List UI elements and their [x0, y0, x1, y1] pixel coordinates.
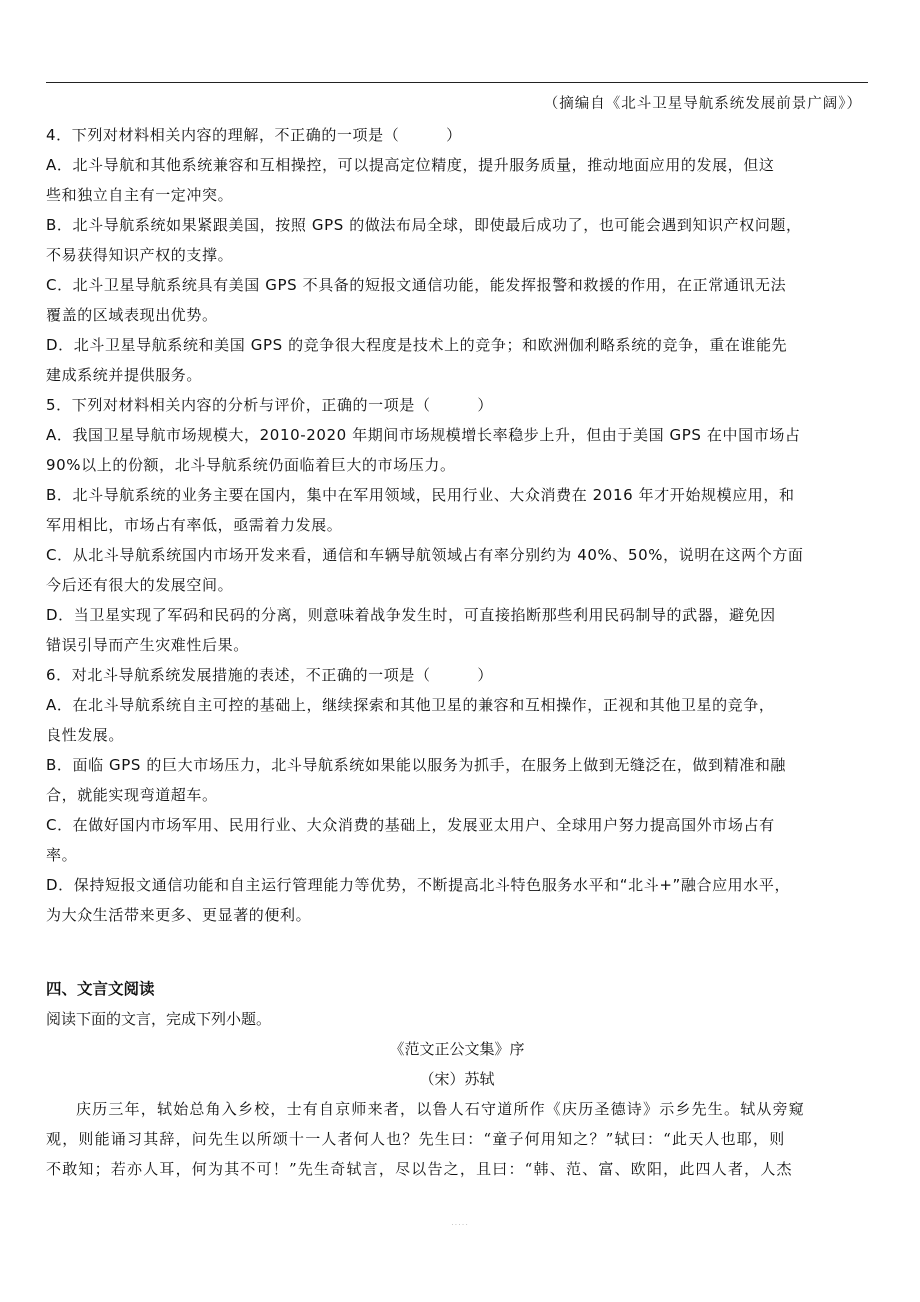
text-line: 不敢知；若亦人耳，何为其不可！”先生奇轼言，尽以告之，且曰：“韩、范、富、欧阳，此四人者，人杰	[46, 1160, 793, 1178]
text-line: 良性发展。	[46, 726, 125, 744]
text-line: 军用相比，市场占有率低，亟需着力发展。	[46, 516, 343, 534]
text-line: D．北斗卫星导航系统和美国 GPS 的竞争很大程度是技术上的竞争；和欧洲伽利略系统的竞争，重在谁能先	[46, 336, 788, 354]
text-line: B．北斗导航系统的业务主要在国内，集中在军用领域，民用行业、大众消费在 2016 年才开始规模应用，和	[46, 486, 795, 504]
text-line: 四、文言文阅读	[46, 980, 155, 998]
text-line: 阅读下面的文言，完成下列小题。	[46, 1010, 272, 1028]
text-line: B．面临 GPS 的巨大市场压力，北斗导航系统如果能以服务为抓手，在服务上做到无缝泛在，做到精准和融	[46, 756, 787, 774]
text-line: 覆盖的区域表现出优势。	[46, 306, 218, 324]
text-line: 庆历三年，轼始总角入乡校，士有自京师来者，以鲁人石守道所作《庆历圣德诗》示乡先生。轼从旁窥	[76, 1100, 806, 1118]
text-line: 今后还有很大的发展空间。	[46, 576, 234, 594]
header-rule	[46, 82, 868, 83]
text-line: C．北斗卫星导航系统具有美国 GPS 不具备的短报文通信功能，能发挥报警和救援的作用，在正常通讯无法	[46, 276, 787, 294]
text-line: D．当卫星实现了军码和民码的分离，则意味着战争发生时，可直接掐断那些利用民码制导的武器，避免因	[46, 606, 776, 624]
text-line: 建成系统并提供服务。	[46, 366, 203, 384]
text-line: 《范文正公文集》序	[389, 1040, 525, 1058]
text-line: A．北斗导航和其他系统兼容和互相操控，可以提高定位精度，提升服务质量，推动地面应用的发展，但这	[46, 156, 775, 174]
document-body	[46, 120, 868, 1184]
text-line: 观，则能诵习其辞，问先生以所颂十一人者何人也？先生曰：“童子何用知之？”轼曰：“此天人也耶，则	[46, 1130, 786, 1148]
text-line: C．在做好国内市场军用、民用行业、大众消费的基础上，发展亚太用户、全球用户努力提高国外市场占有	[46, 816, 775, 834]
text-line: 为大众生活带来更多、更显著的便利。	[46, 906, 312, 924]
spacer	[46, 930, 868, 974]
text-line: 些和独立自主有一定冲突。	[46, 186, 234, 204]
text-line: D．保持短报文通信功能和自主运行管理能力等优势，不断提高北斗特色服务水平和“北斗+”融合应用水平，	[46, 876, 791, 894]
text-line: 5．下列对材料相关内容的分析与评价，正确的一项是（ ）	[46, 396, 493, 414]
text-line: B．北斗导航系统如果紧跟美国，按照 GPS 的做法布局全球，即使最后成功了，也可能会遇到知识产权问题，	[46, 216, 802, 234]
text-line: 率。	[46, 846, 78, 864]
text-line: A．我国卫星导航市场规模大，2010-2020 年期间市场规模增长率稳步上升，但由于美国 GPS 在中国市场占	[46, 426, 801, 444]
text-line: （宋）苏轼	[419, 1070, 495, 1088]
text-line: C．从北斗导航系统国内市场开发来看，通信和车辆导航领域占有率分别约为 40%、50%，说明在这两个方面	[46, 546, 804, 564]
text-line: 6．对北斗导航系统发展措施的表述，不正确的一项是（ ）	[46, 666, 493, 684]
text-line: 4．下列对材料相关内容的理解，不正确的一项是（ ）	[46, 126, 462, 144]
text-line: 错误引导而产生灾难性后果。	[46, 636, 249, 654]
text-line: 不易获得知识产权的支撑。	[46, 246, 234, 264]
footer-mark: .....	[451, 1218, 469, 1227]
text-line: 合，就能实现弯道超车。	[46, 786, 218, 804]
text-line: A．在北斗导航系统自主可控的基础上，继续探索和其他卫星的兼容和互相操作，正视和其他卫星的竞争，	[46, 696, 775, 714]
text-line: 90%以上的份额，北斗导航系统仍面临着巨大的市场压力。	[46, 456, 456, 474]
source-note: （摘编自《北斗卫星导航系统发展前景广阔》）	[543, 96, 862, 112]
